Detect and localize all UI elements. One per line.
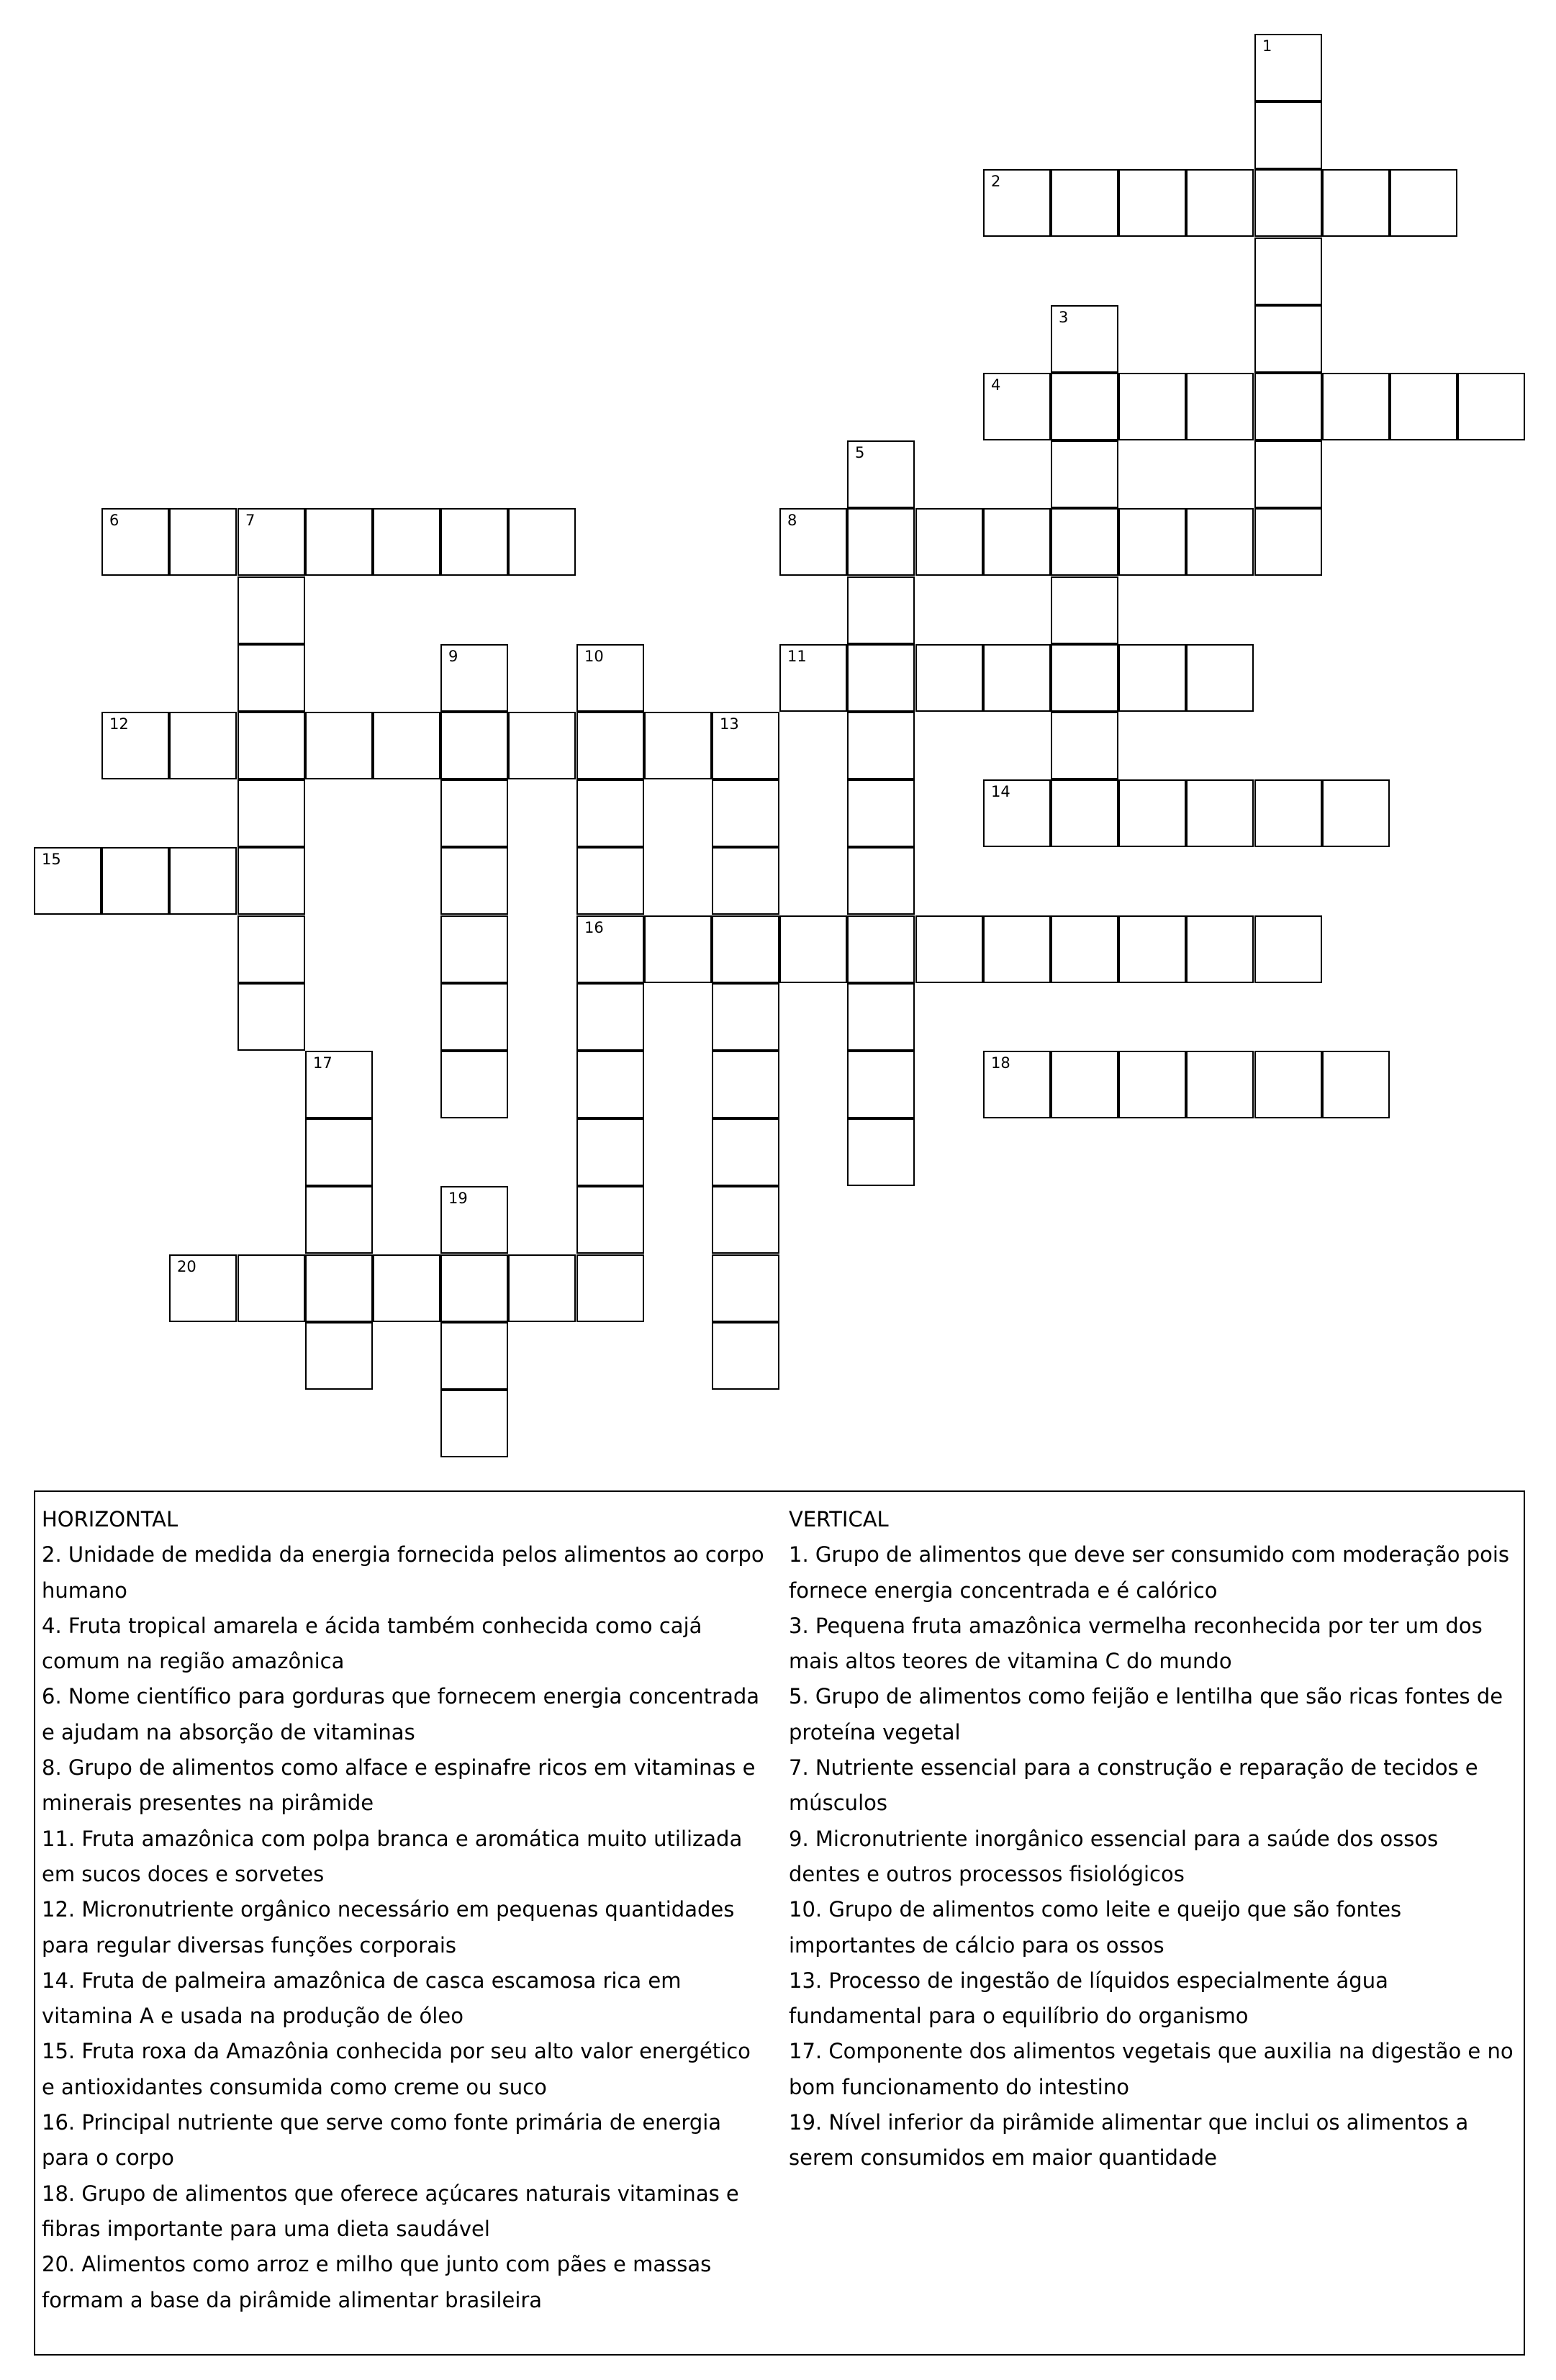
grid-cell[interactable] <box>983 1051 1051 1118</box>
clue-across-4: 4. Fruta tropical amarela e ácida também conhecida como cajá comum na região amazônica <box>42 1613 702 1674</box>
grid-cell[interactable] <box>1051 373 1118 440</box>
grid-cell[interactable] <box>644 712 712 779</box>
grid-cell[interactable] <box>440 1254 508 1322</box>
grid-cell[interactable] <box>576 915 644 983</box>
clue-down-3: 3. Pequena fruta amazônica vermelha reconhecida por ter um dos mais altos teores de vitamina C do mundo <box>789 1613 1483 1674</box>
grid-cell[interactable] <box>712 1051 779 1118</box>
clue-number: 13 <box>720 715 739 733</box>
clue-number: 11 <box>787 648 807 665</box>
clue-number: 9 <box>448 648 458 665</box>
grid-cell[interactable] <box>373 508 440 576</box>
grid-cell[interactable] <box>983 169 1051 237</box>
grid-cell[interactable] <box>508 1254 576 1322</box>
clue-across-11: 11. Fruta amazônica com polpa branca e aromática muito utilizada em sucos doces e sorvetes <box>42 1826 743 1886</box>
grid-cell[interactable] <box>847 644 915 712</box>
grid-cell[interactable] <box>712 779 779 847</box>
grid-cell[interactable] <box>305 1118 373 1186</box>
clue-number: 8 <box>787 512 797 529</box>
grid-cell[interactable] <box>1254 305 1322 373</box>
grid-cell[interactable] <box>1118 644 1186 712</box>
clue-number: 4 <box>991 376 1001 394</box>
grid-cell[interactable] <box>983 779 1051 847</box>
grid-cell[interactable] <box>440 915 508 983</box>
grid-cell[interactable] <box>238 644 305 712</box>
grid-cell[interactable] <box>576 847 644 915</box>
grid-cell[interactable] <box>712 1118 779 1186</box>
grid-cell[interactable] <box>1254 508 1322 576</box>
grid-cell[interactable] <box>440 1322 508 1390</box>
clue-down-17: 17. Componente dos alimentos vegetais que auxilia na digestão e no bom funcionamento do intestino <box>789 2039 1514 2099</box>
grid-cell[interactable] <box>440 644 508 712</box>
grid-cell[interactable] <box>915 915 983 983</box>
grid-cell[interactable] <box>373 1254 440 1322</box>
grid-cell[interactable] <box>305 508 373 576</box>
grid-cell[interactable] <box>305 1051 373 1118</box>
grid-cell[interactable] <box>440 1390 508 1457</box>
grid-cell[interactable] <box>576 1118 644 1186</box>
grid-cell[interactable] <box>169 712 237 779</box>
clue-number: 15 <box>42 851 61 868</box>
clue-number: 10 <box>584 648 604 665</box>
grid-cell[interactable] <box>847 712 915 779</box>
grid-cell[interactable] <box>847 983 915 1051</box>
grid-cell[interactable] <box>983 508 1051 576</box>
grid-cell[interactable] <box>1051 305 1118 373</box>
clue-down-10: 10. Grupo de alimentos como leite e queijo que são fontes importantes de cálcio para os ossos <box>789 1897 1402 1958</box>
grid-cell[interactable] <box>1254 373 1322 440</box>
grid-cell[interactable] <box>576 1254 644 1322</box>
grid-cell[interactable] <box>779 915 847 983</box>
clue-down-5: 5. Grupo de alimentos como feijão e lentilha que são ricas fontes de proteína vegetal <box>789 1684 1503 1745</box>
grid-cell[interactable] <box>576 1051 644 1118</box>
clue-number: 20 <box>177 1258 196 1275</box>
clue-across-2: 2. Unidade de medida da energia fornecida pelos alimentos ao corpo humano <box>42 1542 764 1603</box>
clue-across-15: 15. Fruta roxa da Amazônia conhecida por seu alto valor energético e antioxidantes consumida como creme ou suco <box>42 2039 751 2099</box>
clue-number: 12 <box>109 715 129 733</box>
grid-cell[interactable] <box>1254 101 1322 169</box>
grid-cell[interactable] <box>1254 779 1322 847</box>
grid-cell[interactable] <box>712 712 779 779</box>
grid-cell[interactable] <box>1051 915 1118 983</box>
grid-cell[interactable] <box>1051 576 1118 644</box>
clue-number: 16 <box>584 919 604 936</box>
grid-cell[interactable] <box>1118 915 1186 983</box>
grid-cell[interactable] <box>238 1254 305 1322</box>
down-heading: VERTICAL <box>789 1507 889 1531</box>
grid-cell[interactable] <box>915 508 983 576</box>
grid-cell[interactable] <box>1051 644 1118 712</box>
grid-cell[interactable] <box>847 915 915 983</box>
clue-number: 1 <box>1262 37 1272 55</box>
grid-cell[interactable] <box>576 712 644 779</box>
clue-across-12: 12. Micronutriente orgânico necessário em pequenas quantidades para regular diversas funções corporais <box>42 1897 735 1958</box>
grid-cell[interactable] <box>34 847 101 915</box>
grid-cell[interactable] <box>576 644 644 712</box>
grid-cell[interactable] <box>305 1254 373 1322</box>
grid-cell[interactable] <box>440 847 508 915</box>
grid-cell[interactable] <box>1186 915 1254 983</box>
grid-cell[interactable] <box>1186 169 1254 237</box>
grid-cell[interactable] <box>847 779 915 847</box>
grid-cell[interactable] <box>1051 1051 1118 1118</box>
grid-cell[interactable] <box>440 779 508 847</box>
grid-cell[interactable] <box>1051 169 1118 237</box>
grid-cell[interactable] <box>712 983 779 1051</box>
grid-cell[interactable] <box>440 1186 508 1254</box>
grid-cell[interactable] <box>712 1186 779 1254</box>
grid-cell[interactable] <box>1254 34 1322 101</box>
grid-cell[interactable] <box>238 508 305 576</box>
grid-cell[interactable] <box>305 712 373 779</box>
grid-cell[interactable] <box>1254 1051 1322 1118</box>
grid-cell[interactable] <box>440 508 508 576</box>
grid-cell[interactable] <box>1322 779 1390 847</box>
grid-cell[interactable] <box>101 847 169 915</box>
clue-down-19: 19. Nível inferior da pirâmide alimentar que inclui os alimentos a serem consumidos em maior quantidade <box>789 2110 1469 2171</box>
grid-cell[interactable] <box>1051 779 1118 847</box>
grid-cell[interactable] <box>847 847 915 915</box>
clue-across-16: 16. Principal nutriente que serve como fonte primária de energia para o corpo <box>42 2110 722 2171</box>
clue-number: 7 <box>245 512 255 529</box>
grid-cell[interactable] <box>101 508 169 576</box>
across-clues <box>42 1502 769 2318</box>
grid-cell[interactable] <box>440 712 508 779</box>
clue-across-6: 6. Nome científico para gorduras que fornecem energia concentrada e ajudam na absorção de vitaminas <box>42 1684 760 1745</box>
grid-cell[interactable] <box>712 1254 779 1322</box>
grid-cell[interactable] <box>1118 779 1186 847</box>
grid-cell[interactable] <box>305 1322 373 1390</box>
grid-cell[interactable] <box>576 983 644 1051</box>
grid-cell[interactable] <box>1118 508 1186 576</box>
clue-number: 5 <box>855 444 865 461</box>
grid-cell[interactable] <box>1186 373 1254 440</box>
grid-cell[interactable] <box>1457 373 1525 440</box>
grid-cell[interactable] <box>1186 1051 1254 1118</box>
clue-number: 3 <box>1059 309 1069 326</box>
clue-across-18: 18. Grupo de alimentos que oferece açúcares naturais vitaminas e fibras importante para uma dieta saudável <box>42 2181 739 2241</box>
grid-cell[interactable] <box>1254 169 1322 237</box>
across-heading: HORIZONTAL <box>42 1507 178 1531</box>
grid-cell[interactable] <box>983 915 1051 983</box>
grid-cell[interactable] <box>238 915 305 983</box>
grid-cell[interactable] <box>847 576 915 644</box>
clue-down-9: 9. Micronutriente inorgânico essencial para a saúde dos ossos dentes e outros processos fisiológicos <box>789 1826 1439 1886</box>
grid-cell[interactable] <box>101 712 169 779</box>
grid-cell[interactable] <box>508 508 576 576</box>
grid-cell[interactable] <box>440 983 508 1051</box>
grid-cell[interactable] <box>1254 915 1322 983</box>
grid-cell[interactable] <box>983 373 1051 440</box>
grid-cell[interactable] <box>915 644 983 712</box>
clues-box <box>34 1490 1525 2356</box>
grid-cell[interactable] <box>1051 508 1118 576</box>
clue-number: 18 <box>991 1054 1010 1072</box>
grid-cell[interactable] <box>1322 373 1390 440</box>
grid-cell[interactable] <box>847 1118 915 1186</box>
clue-across-20: 20. Alimentos como arroz e milho que junto com pães e massas formam a base da pirâmide alimentar brasileira <box>42 2252 712 2312</box>
grid-cell[interactable] <box>1322 169 1390 237</box>
grid-cell[interactable] <box>1186 779 1254 847</box>
clue-number: 19 <box>448 1190 468 1207</box>
grid-cell[interactable] <box>847 508 915 576</box>
grid-cell[interactable] <box>1051 712 1118 779</box>
grid-cell[interactable] <box>238 983 305 1051</box>
grid-cell[interactable] <box>169 508 237 576</box>
clue-number: 6 <box>109 512 119 529</box>
grid-cell[interactable] <box>576 779 644 847</box>
clue-down-13: 13. Processo de ingestão de líquidos especialmente água fundamental para o equilíbrio do organismo <box>789 1968 1388 2029</box>
grid-cell[interactable] <box>983 644 1051 712</box>
grid-cell[interactable] <box>847 440 915 508</box>
grid-cell[interactable] <box>779 644 847 712</box>
grid-cell[interactable] <box>238 847 305 915</box>
grid-cell[interactable] <box>1254 440 1322 508</box>
grid-cell[interactable] <box>1051 440 1118 508</box>
grid-cell[interactable] <box>305 1186 373 1254</box>
down-clues <box>789 1502 1516 2176</box>
grid-cell[interactable] <box>644 915 712 983</box>
grid-cell[interactable] <box>1390 169 1457 237</box>
grid-cell[interactable] <box>847 1051 915 1118</box>
grid-cell[interactable] <box>238 712 305 779</box>
grid-cell[interactable] <box>169 1254 237 1322</box>
clue-number: 14 <box>991 783 1010 800</box>
grid-cell[interactable] <box>169 847 237 915</box>
grid-cell[interactable] <box>508 712 576 779</box>
grid-cell[interactable] <box>576 1186 644 1254</box>
clue-down-1: 1. Grupo de alimentos que deve ser consumido com moderação pois fornece energia concentrada e é calórico <box>789 1542 1510 1603</box>
grid-cell[interactable] <box>712 915 779 983</box>
clue-across-14: 14. Fruta de palmeira amazônica de casca escamosa rica em vitamina A e usada na produção de óleo <box>42 1968 682 2029</box>
grid-cell[interactable] <box>712 847 779 915</box>
grid-cell[interactable] <box>1186 644 1254 712</box>
grid-cell[interactable] <box>1118 373 1186 440</box>
grid-cell[interactable] <box>1322 1051 1390 1118</box>
grid-cell[interactable] <box>440 1051 508 1118</box>
grid-cell[interactable] <box>238 576 305 644</box>
grid-cell[interactable] <box>1254 237 1322 305</box>
clue-across-8: 8. Grupo de alimentos como alface e espinafre ricos em vitaminas e minerais presentes na pirâmide <box>42 1755 756 1816</box>
grid-cell[interactable] <box>1118 169 1186 237</box>
grid-cell[interactable] <box>779 508 847 576</box>
grid-cell[interactable] <box>1390 373 1457 440</box>
grid-cell[interactable] <box>712 1322 779 1390</box>
clue-number: 2 <box>991 173 1001 190</box>
grid-cell[interactable] <box>238 779 305 847</box>
clue-down-7: 7. Nutriente essencial para a construção e reparação de tecidos e músculos <box>789 1755 1478 1816</box>
clue-number: 17 <box>313 1054 333 1072</box>
grid-cell[interactable] <box>373 712 440 779</box>
grid-cell[interactable] <box>1118 1051 1186 1118</box>
grid-cell[interactable] <box>1186 508 1254 576</box>
